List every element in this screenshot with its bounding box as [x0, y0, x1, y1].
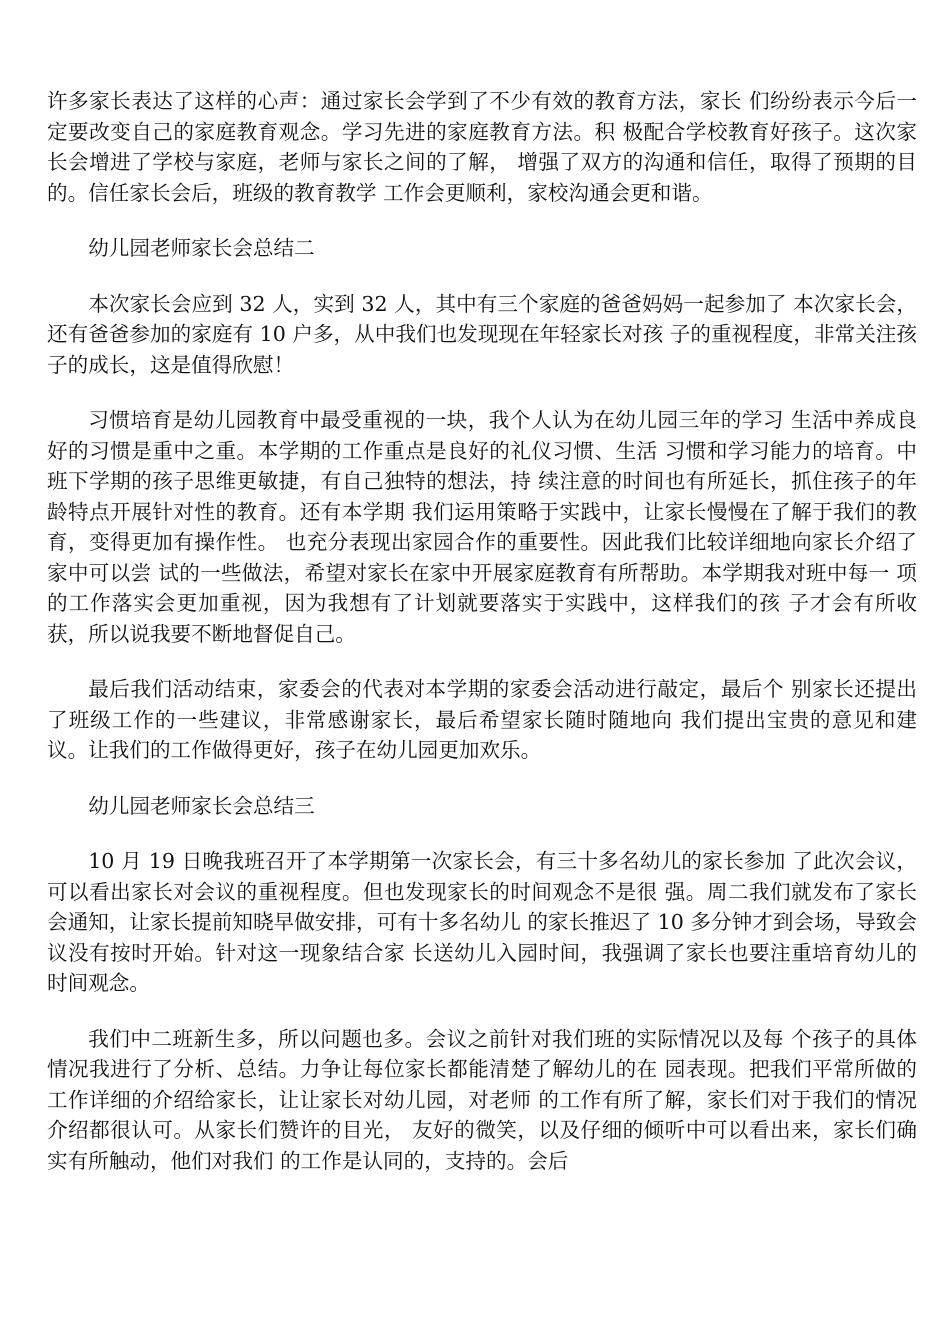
section-heading-three: 幼儿园老师家长会总结三 [88, 793, 315, 818]
paragraph-meeting-oct19: 10 月 19 日晚我班召开了本学期第一次家长会，有三十多名幼儿的家长参加 了此次会议，可以看出家长对会议的重视程度。但也发现家长的时间观念不是很 强。周二我们就发布了家长会通知，让家长提前知晓早做安排，可有十多名幼儿 的家长推迟了 10 多分钟才到会场，导致会议没有按时开始。针对这一现象结合家 长送幼儿入园时间，我强调了家长也要注重培育幼儿的时间观念。 [47, 849, 917, 995]
document-page [47, 86, 917, 1201]
section-heading-two: 幼儿园老师家长会总结二 [88, 236, 315, 260]
paragraph-closing: 最后我们活动结束，家委会的代表对本学期的家委会活动进行敲定，最后个 别家长还提出了班级工作的一些建议，非常感谢家长，最后希望家长随时随地向 我们提出宝贵的意见和建议。让我们的工作做得更好，孩子在幼儿园更加欢乐。 [47, 677, 917, 762]
paragraph-parent-feedback: 许多家长表达了这样的心声：通过家长会学到了不少有效的教育方法，家长 们纷纷表示今后一定要改变自己的家庭教育观念。学习先进的家庭教育方法。积 极配合学校教育好孩子。这次家长会增进了学校与家庭，老师与家长之间的了解， 增强了双方的沟通和信任，取得了预期的目的。信任家长会后，班级的教育教学 工作会更顺利，家校沟通会更和谐。 [47, 89, 917, 205]
paragraph-attendance: 本次家长会应到 32 人，实到 32 人，其中有三个家庭的爸爸妈妈一起参加了 本次家长会，还有爸爸参加的家庭有 10 户多，从中我们也发现现在年轻家长对孩 子的重视程度，非常关注孩子的成长，这是值得欣慰！ [47, 291, 917, 377]
paragraph-new-students: 我们中二班新生多，所以问题也多。会议之前针对我们班的实际情况以及每 个孩子的具体情况我进行了分析、总结。力争让每位家长都能清楚了解幼儿的在 园表现。把我们平常所做的工作详细的介绍给家长，让让家长对幼儿园，对老师 的工作有所了解，家长们对于我们的情况介绍都很认可。从家长们赞许的目光， 友好的微笑，以及仔细的倾听中可以看出来，家长们确实有所触动，他们对我们 的工作是认同的，支持的。会后 [47, 1026, 917, 1173]
paragraph-habit-training: 习惯培育是幼儿园教育中最受重视的一块，我个人认为在幼儿园三年的学习 生活中养成良好的习惯是重中之重。本学期的工作重点是良好的礼仪习惯、生活 习惯和学习能力的培育。中班下学期的孩子思维更敏捷，有自己独特的想法，持 续注意的时间也有所延长，抓住孩子的年龄特点开展针对性的教育。还有本学期 我们运用策略于实践中，让家长慢慢在了解于我们的教育，变得更加有操作性。 也充分表现出家园合作的重要性。因此我们比较详细地向家长介绍了家中可以尝 试的一些做法，希望对家长在家中开展家庭教育有所帮助。本学期我对班中每一 项的工作落实会更加重视，因为我想有了计划就要落实于实践中，这样我们的孩 子才会有所收获，所以说我要不断地督促自己。 [47, 408, 917, 646]
